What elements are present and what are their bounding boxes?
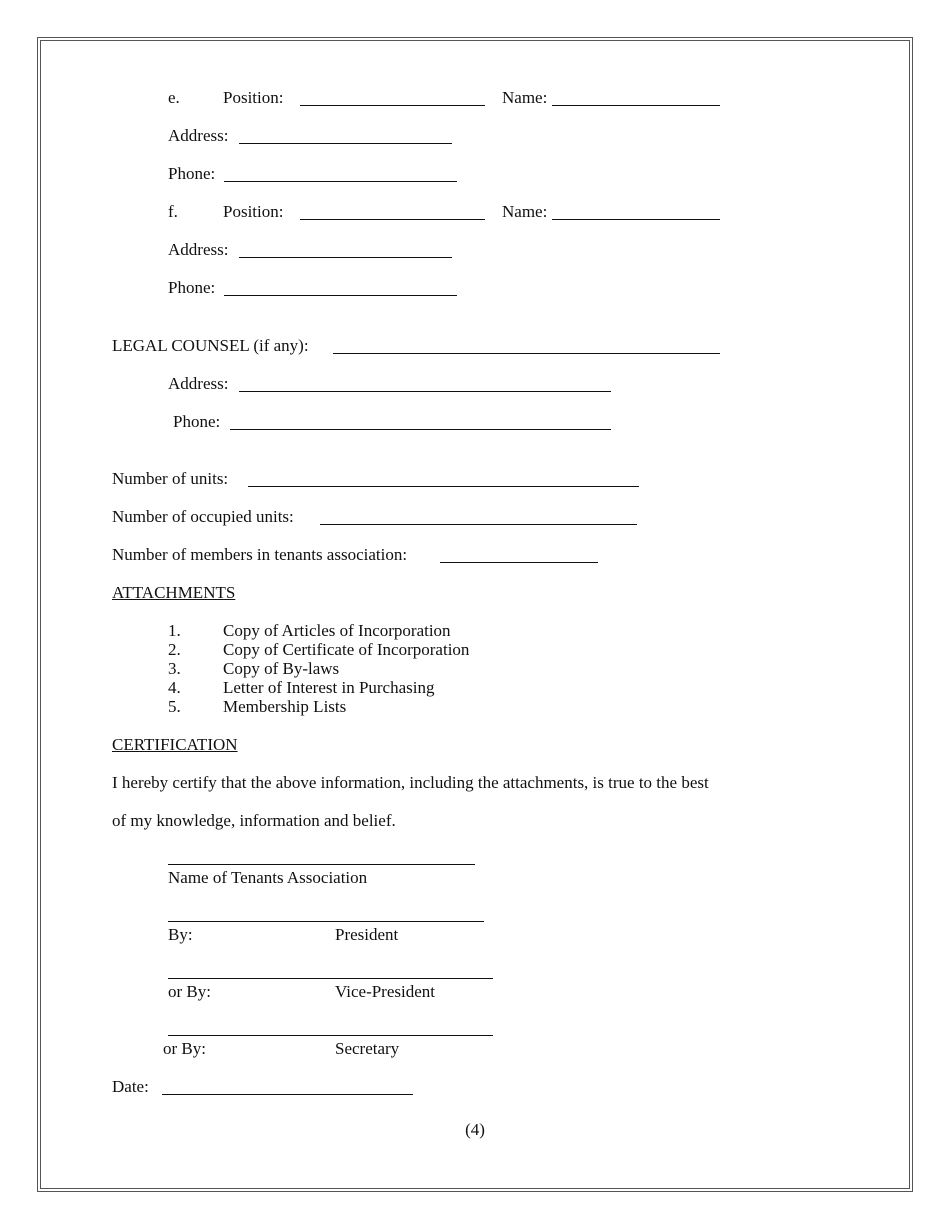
name-field[interactable] bbox=[552, 219, 720, 220]
attachment-number: 4. bbox=[168, 678, 181, 697]
address-label: Address: bbox=[168, 126, 229, 145]
legal-counsel-field[interactable] bbox=[333, 353, 720, 354]
phone-label: Phone: bbox=[168, 278, 216, 297]
address-label: Address: bbox=[168, 240, 229, 259]
occupied-units-label: Number of occupied units: bbox=[112, 507, 294, 526]
by-label: or By: bbox=[168, 982, 211, 1001]
occupied-units-field[interactable] bbox=[320, 524, 637, 525]
name-label: Name: bbox=[502, 88, 548, 107]
by-label: or By: bbox=[163, 1039, 206, 1058]
units-field[interactable] bbox=[248, 486, 639, 487]
signer-title: Vice-President bbox=[335, 982, 435, 1001]
officer-letter: f. bbox=[168, 202, 178, 221]
attachment-item: Membership Lists bbox=[223, 697, 347, 716]
signer-title: President bbox=[335, 925, 399, 944]
vice-president-signature-field[interactable] bbox=[168, 978, 493, 979]
name-field[interactable] bbox=[552, 105, 720, 106]
members-field[interactable] bbox=[440, 562, 598, 563]
position-label: Position: bbox=[223, 88, 284, 107]
attachments-heading: ATTACHMENTS bbox=[112, 583, 236, 602]
officer-letter: e. bbox=[168, 88, 180, 107]
members-label: Number of members in tenants association: bbox=[112, 545, 408, 564]
president-signature-field[interactable] bbox=[168, 921, 484, 922]
page-number: (4) bbox=[465, 1120, 485, 1139]
attachment-item: Copy of By-laws bbox=[223, 659, 340, 678]
counsel-address-label: Address: bbox=[168, 374, 229, 393]
phone-field[interactable] bbox=[224, 295, 457, 296]
association-name-label: Name of Tenants Association bbox=[168, 868, 368, 887]
attachment-item: Letter of Interest in Purchasing bbox=[223, 678, 435, 697]
name-label: Name: bbox=[502, 202, 548, 221]
attachment-number: 1. bbox=[168, 621, 181, 640]
certification-heading: CERTIFICATION bbox=[112, 735, 238, 754]
position-field[interactable] bbox=[300, 219, 485, 220]
certification-text-line1: I hereby certify that the above information, including the attachments, is true to the best bbox=[112, 773, 709, 792]
signer-title: Secretary bbox=[335, 1039, 400, 1058]
units-label: Number of units: bbox=[112, 469, 229, 488]
legal-counsel-label: LEGAL COUNSEL (if any): bbox=[112, 336, 309, 355]
attachment-item: Copy of Certificate of Incorporation bbox=[223, 640, 470, 659]
certification-text-line2: of my knowledge, information and belief. bbox=[112, 811, 396, 830]
phone-field[interactable] bbox=[224, 181, 457, 182]
association-name-field[interactable] bbox=[168, 864, 475, 865]
secretary-signature-field[interactable] bbox=[168, 1035, 493, 1036]
phone-label: Phone: bbox=[168, 164, 216, 183]
date-label: Date: bbox=[112, 1077, 149, 1096]
address-field[interactable] bbox=[239, 143, 452, 144]
address-field[interactable] bbox=[239, 257, 452, 258]
counsel-address-field[interactable] bbox=[239, 391, 611, 392]
attachment-number: 5. bbox=[168, 697, 181, 716]
attachment-number: 2. bbox=[168, 640, 181, 659]
position-label: Position: bbox=[223, 202, 284, 221]
by-label: By: bbox=[168, 925, 193, 944]
counsel-phone-label: Phone: bbox=[173, 412, 221, 431]
position-field[interactable] bbox=[300, 105, 485, 106]
counsel-phone-field[interactable] bbox=[230, 429, 611, 430]
date-field[interactable] bbox=[162, 1094, 413, 1095]
attachment-item: Copy of Articles of Incorporation bbox=[223, 621, 451, 640]
attachment-number: 3. bbox=[168, 659, 181, 678]
